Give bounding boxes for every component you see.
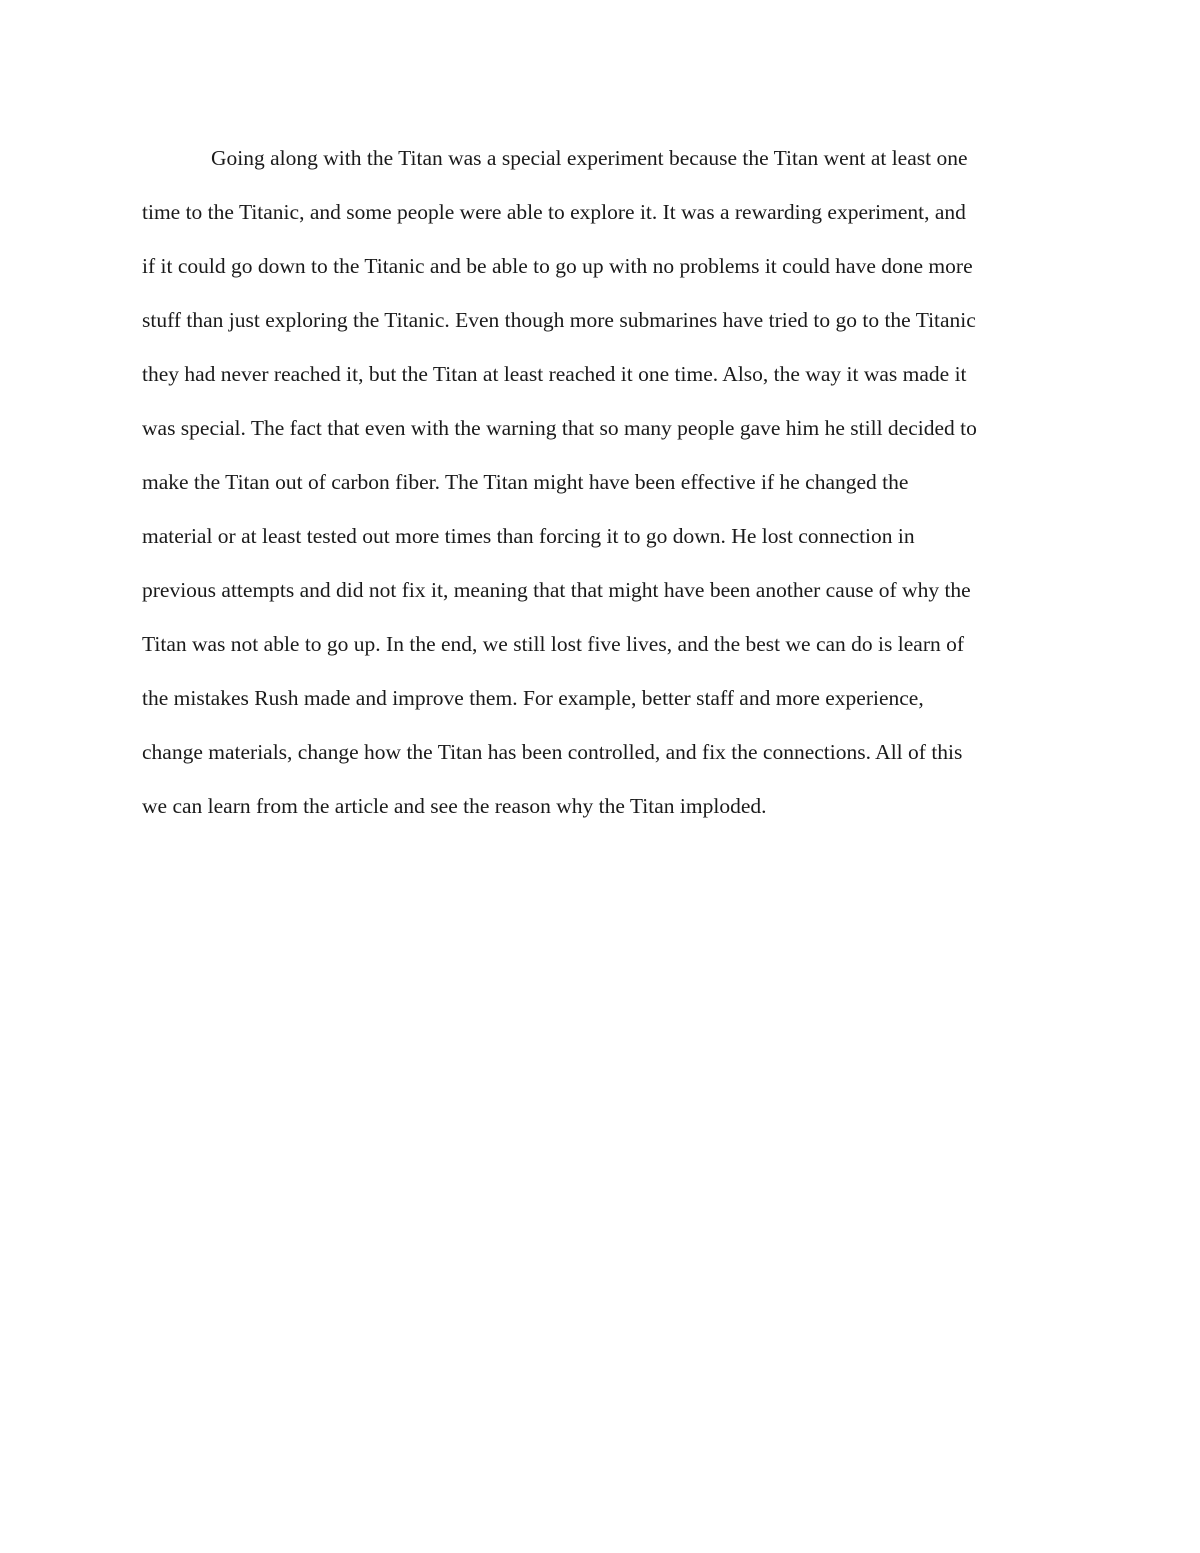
paragraph-line: previous attempts and did not fix it, meaning that that might have been another cause of why the (142, 578, 971, 602)
paragraph-line: they had never reached it, but the Titan at least reached it one time. Also, the way it was made it (142, 362, 967, 386)
paragraph-line: the mistakes Rush made and improve them. For example, better staff and more experience, (142, 686, 924, 710)
paragraph-line: Titan was not able to go up. In the end, we still lost five lives, and the best we can do is learn of (142, 632, 965, 656)
paragraph-line: change materials, change how the Titan has been controlled, and fix the connections. All of this (142, 740, 963, 764)
paragraph-line: stuff than just exploring the Titanic. Even though more submarines have tried to go to the Titanic (142, 308, 976, 332)
paragraph-line: we can learn from the article and see the reason why the Titan imploded. (142, 794, 767, 818)
body-paragraph (142, 139, 1062, 841)
paragraph-line: make the Titan out of carbon fiber. The Titan might have been effective if he changed the (142, 470, 909, 494)
paragraph-line: Going along with the Titan was a special experiment because the Titan went at least one (211, 146, 968, 170)
paragraph-line: material or at least tested out more times than forcing it to go down. He lost connection in (142, 524, 915, 548)
paragraph-line: if it could go down to the Titanic and be able to go up with no problems it could have done more (142, 254, 973, 278)
paragraph-line: time to the Titanic, and some people were able to explore it. It was a rewarding experiment, and (142, 200, 966, 224)
paragraph-line: was special. The fact that even with the warning that so many people gave him he still decided to (142, 416, 977, 440)
